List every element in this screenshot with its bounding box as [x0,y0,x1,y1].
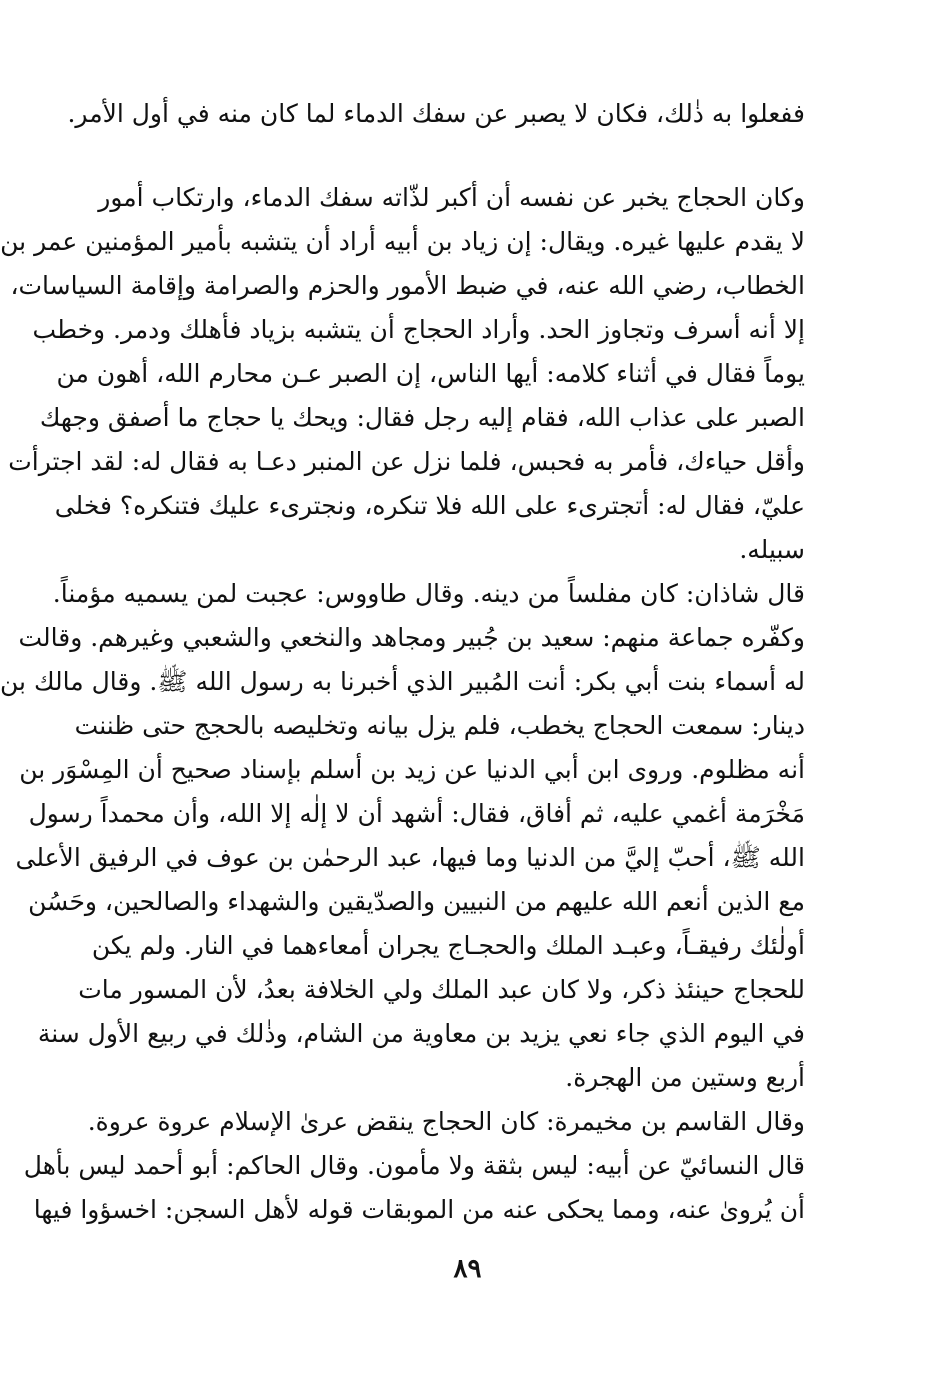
text-line: الخطاب، رضي الله عنه، في ضبط الأمور والحزم والصرامة وإقامة السياسات، [10,271,805,300]
text-line: أولٰئك رفيقـاً، وعبـد الملك والحجـاج يجران أمعاءهما في النار. ولم يكن [91,931,805,960]
text-line: سبيله. [739,535,805,564]
text-line: الله ﷺ، أحبّ إليَّ من الدنيا وما فيها، عبد الرحمٰن بن عوف في الرفيق الأعلى [15,843,805,872]
text-line: لا يقدم عليها غيره. ويقال: إن زياد بن أبيه أراد أن يتشبه بأمير المؤمنين عمر بن [0,227,805,256]
text-line: الصبر على عذاب الله، فقام إليه رجل فقال: ويحك يا حجاج ما أصفق وجهك [39,403,805,432]
text-line: في اليوم الذي جاء نعي يزيد بن معاوية من الشام، وذٰلك في ربيع الأول سنة [37,1019,805,1048]
text-line: وأقل حياءك، فأمر به فحبس، فلما نزل عن المنبر دعـا به فقال له: لقد اجترأت [8,447,805,476]
text-line: وقال القاسم بن مخيمرة: كان الحجاج ينقض عرىٰ الإسلام عروة عروة. [87,1107,805,1136]
text-line: قال النسائيّ عن أبيه: ليس بثقة ولا مأمون. وقال الحاكم: أبو أحمد ليس بأهل [23,1151,805,1180]
text-line: أن يُروىٰ عنه، ومما يحكى عنه من الموبقات قوله لأهل السجن: اخسؤوا فيها [33,1195,805,1224]
text-line: للحجاج حينئذ ذكر، ولا كان عبد الملك ولي الخلافة بعدُ، لأن المسور مات [78,975,805,1004]
page-number: ٨٩ [453,1254,482,1284]
text-line: قال شاذان: كان مفلساً من دينه. وقال طاووس: عجبت لمن يسميه مؤمناً. [52,579,805,608]
text-line: عليّ، فقال له: أتجترىء على الله فلا تنكره، ونجترىء عليك فتنكره؟ فخلى [54,491,805,520]
text-line: أنه مظلوم. وروى ابن أبي الدنيا عن زيد بن أسلم بإسناد صحيح أن المِسْوَر بن [19,755,805,784]
text-line: أربع وستين من الهجرة. [565,1063,805,1092]
text-line: وكان الحجاج يخبر عن نفسه أن أكبر لذّاته سفك الدماء، وارتكاب أمور [98,183,805,212]
text-line: دينار: سمعت الحجاج يخطب، فلم يزل بيانه وتخليصه بالحجج حتى ظننت [74,711,805,740]
text-line: له أسماء بنت أبي بكر: أنت المُبير الذي أخبرنا به رسول الله ﷺ. وقال مالك بن [0,667,805,696]
text-line: إلا أنه أسرف وتجاوز الحد. وأراد الحجاج أن يتشبه بزياد فأهلك ودمر. وخطب [32,315,805,344]
text-line: ففعلوا به ذٰلك، فكان لا يصبر عن سفك الدماء لما كان منه في أول الأمر. [67,99,805,128]
text-line: يوماً فقال في أثناء كلامه: أيها الناس، إن الصبر عـن محارم الله، أهون من [56,359,805,388]
text-line: وكفّره جماعة منهم: سعيد بن جُبير ومجاهد والنخعي والشعبي وغيرهم. وقالت [18,623,805,652]
text-line: مَخْرَمة أغمي عليه، ثم أفاق، فقال: أشهد أن لا إلٰه إلا الله، وأن محمداً رسول [28,799,805,828]
text-line: مع الذين أنعم الله عليهم من النبيين والصدّيقين والشهداء والصالحين، وحَسُن [28,887,805,916]
